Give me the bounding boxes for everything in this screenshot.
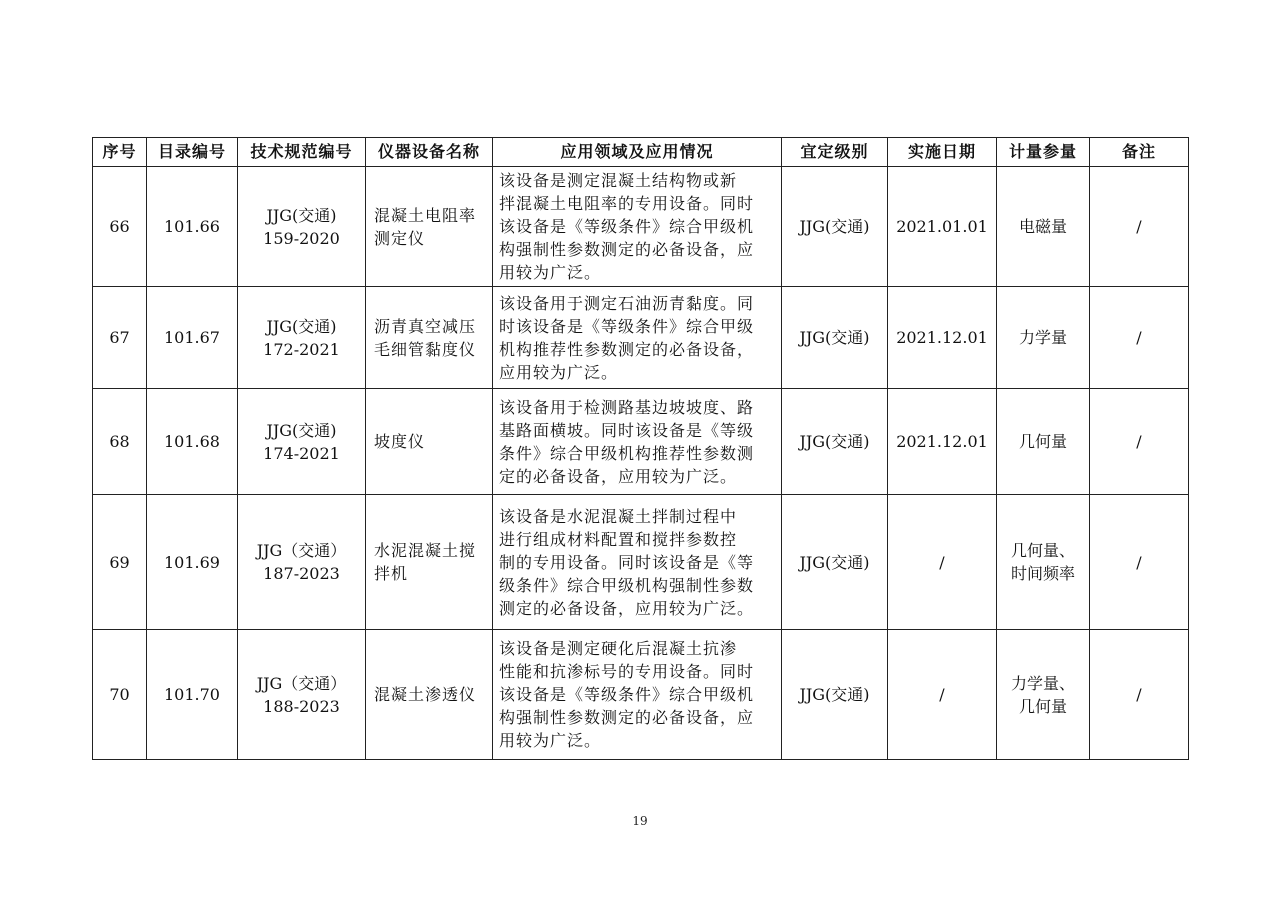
spec-line: 188-2023 (263, 696, 340, 716)
usage-line: 构强制性参数测定的必备设备，应 (499, 240, 755, 259)
param-line: 几何量 (1018, 432, 1067, 451)
name-line: 拌机 (374, 564, 409, 583)
cell-name (366, 389, 493, 495)
header-note: 备注 (1090, 138, 1189, 167)
header-catalog: 目录编号 (147, 138, 238, 167)
cell-level: JJG(交通) (782, 495, 888, 630)
name-line: 沥青真空减压 (374, 316, 477, 336)
cell-date: 2021.12.01 (888, 287, 997, 389)
name-line: 毛细管黏度仪 (374, 339, 477, 359)
page-number: 19 (632, 814, 648, 828)
table-row (93, 389, 1189, 495)
equipment-table (92, 137, 1189, 760)
usage-line: 基路面横坡。同时该设备是《等级 (499, 420, 755, 440)
usage-line: 测定的必备设备，应用较为广泛。 (499, 598, 755, 618)
table-header-row (93, 138, 1189, 167)
cell-name (366, 630, 493, 760)
usage-line: 用较为广泛。 (499, 731, 602, 750)
cell-usage (493, 495, 782, 630)
usage-line: 条件》综合甲级机构推荐性参数测 (499, 443, 755, 463)
param-line: 时间频率 (1010, 564, 1075, 583)
usage-line: 该设备是水泥混凝土拌制过程中 (499, 506, 738, 526)
cell-param (997, 167, 1090, 287)
header-spec: 技术规范编号 (238, 138, 366, 167)
cell-spec (238, 389, 366, 495)
cell-usage (493, 630, 782, 760)
cell-level: JJG(交通) (782, 389, 888, 495)
cell-date: 2021.12.01 (888, 389, 997, 495)
header-param: 计量参量 (997, 138, 1090, 167)
spec-line: 187-2023 (263, 564, 340, 583)
cell-catalog: 101.69 (147, 495, 238, 630)
usage-line: 应用较为广泛。 (499, 362, 619, 382)
header-date: 实施日期 (888, 138, 997, 167)
name-line: 水泥混凝土搅 (374, 541, 477, 560)
table-row (93, 495, 1189, 630)
spec-line: 172-2021 (263, 339, 340, 359)
param-line: 力学量 (1018, 328, 1067, 347)
usage-line: 级条件》综合甲级机构强制性参数 (499, 575, 755, 595)
spec-line: 174-2021 (263, 443, 340, 463)
cell-level: JJG(交通) (782, 287, 888, 389)
cell-seq: 67 (93, 287, 147, 389)
cell-catalog: 101.70 (147, 630, 238, 760)
name-line: 混凝土电阻率 (374, 205, 477, 225)
cell-param (997, 287, 1090, 389)
spec-line: JJG(交通) (266, 316, 337, 336)
cell-date: 2021.01.01 (888, 167, 997, 287)
cell-spec (238, 495, 366, 630)
cell-name (366, 495, 493, 630)
usage-line: 该设备是《等级条件》综合甲级机 (499, 217, 755, 236)
cell-seq: 66 (93, 167, 147, 287)
cell-catalog: 101.68 (147, 389, 238, 495)
usage-line: 该设备是测定混凝土结构物或新 (499, 171, 738, 190)
cell-note: / (1090, 630, 1189, 760)
param-line: 电磁量 (1018, 217, 1067, 236)
usage-line: 制的专用设备。同时该设备是《等 (499, 552, 755, 572)
usage-line: 该设备用于测定石油沥青黏度。同 (499, 293, 755, 313)
header-name: 仪器设备名称 (366, 138, 493, 167)
param-line: 几何量 (1018, 696, 1067, 716)
name-line: 混凝土渗透仪 (374, 685, 477, 704)
header-usage: 应用领域及应用情况 (493, 138, 782, 167)
cell-name (366, 287, 493, 389)
cell-spec (238, 167, 366, 287)
usage-line: 时该设备是《等级条件》综合甲级 (499, 316, 755, 336)
spec-line: 159-2020 (263, 228, 340, 248)
table-row (93, 630, 1189, 760)
spec-line: JJG（交通） (256, 673, 347, 693)
header-level: 宜定级别 (782, 138, 888, 167)
table-row (93, 167, 1189, 287)
cell-seq: 70 (93, 630, 147, 760)
usage-line: 定的必备设备，应用较为广泛。 (499, 466, 738, 486)
cell-catalog: 101.66 (147, 167, 238, 287)
usage-line: 机构推荐性参数测定的必备设备， (499, 339, 755, 359)
usage-line: 该设备是测定硬化后混凝土抗渗 (499, 639, 738, 658)
spec-line: JJG(交通) (266, 205, 337, 225)
table-row (93, 287, 1189, 389)
name-line: 坡度仪 (374, 432, 426, 451)
usage-line: 该设备是《等级条件》综合甲级机 (499, 685, 755, 704)
cell-usage (493, 389, 782, 495)
param-line: 力学量、 (1010, 673, 1075, 693)
spec-line: JJG（交通） (256, 541, 347, 560)
usage-line: 构强制性参数测定的必备设备，应 (499, 708, 755, 727)
cell-spec (238, 287, 366, 389)
cell-note: / (1090, 495, 1189, 630)
cell-seq: 68 (93, 389, 147, 495)
param-line: 几何量、 (1010, 541, 1075, 560)
usage-line: 性能和抗渗标号的专用设备。同时 (499, 662, 755, 681)
cell-date: / (888, 495, 997, 630)
cell-level: JJG(交通) (782, 630, 888, 760)
cell-date: / (888, 630, 997, 760)
usage-line: 该设备用于检测路基边坡坡度、路 (499, 397, 755, 417)
cell-param (997, 630, 1090, 760)
cell-note: / (1090, 389, 1189, 495)
usage-line: 拌混凝土电阻率的专用设备。同时 (499, 194, 755, 213)
cell-note: / (1090, 287, 1189, 389)
cell-usage (493, 287, 782, 389)
name-line: 测定仪 (374, 228, 426, 248)
usage-line: 进行组成材料配置和搅拌参数控 (499, 529, 738, 549)
cell-seq: 69 (93, 495, 147, 630)
header-seq: 序号 (93, 138, 147, 167)
cell-note: / (1090, 167, 1189, 287)
cell-param (997, 495, 1090, 630)
cell-spec (238, 630, 366, 760)
usage-line: 用较为广泛。 (499, 263, 602, 282)
cell-usage (493, 167, 782, 287)
cell-name (366, 167, 493, 287)
cell-param (997, 389, 1090, 495)
spec-line: JJG(交通) (266, 420, 337, 440)
cell-catalog: 101.67 (147, 287, 238, 389)
cell-level: JJG(交通) (782, 167, 888, 287)
